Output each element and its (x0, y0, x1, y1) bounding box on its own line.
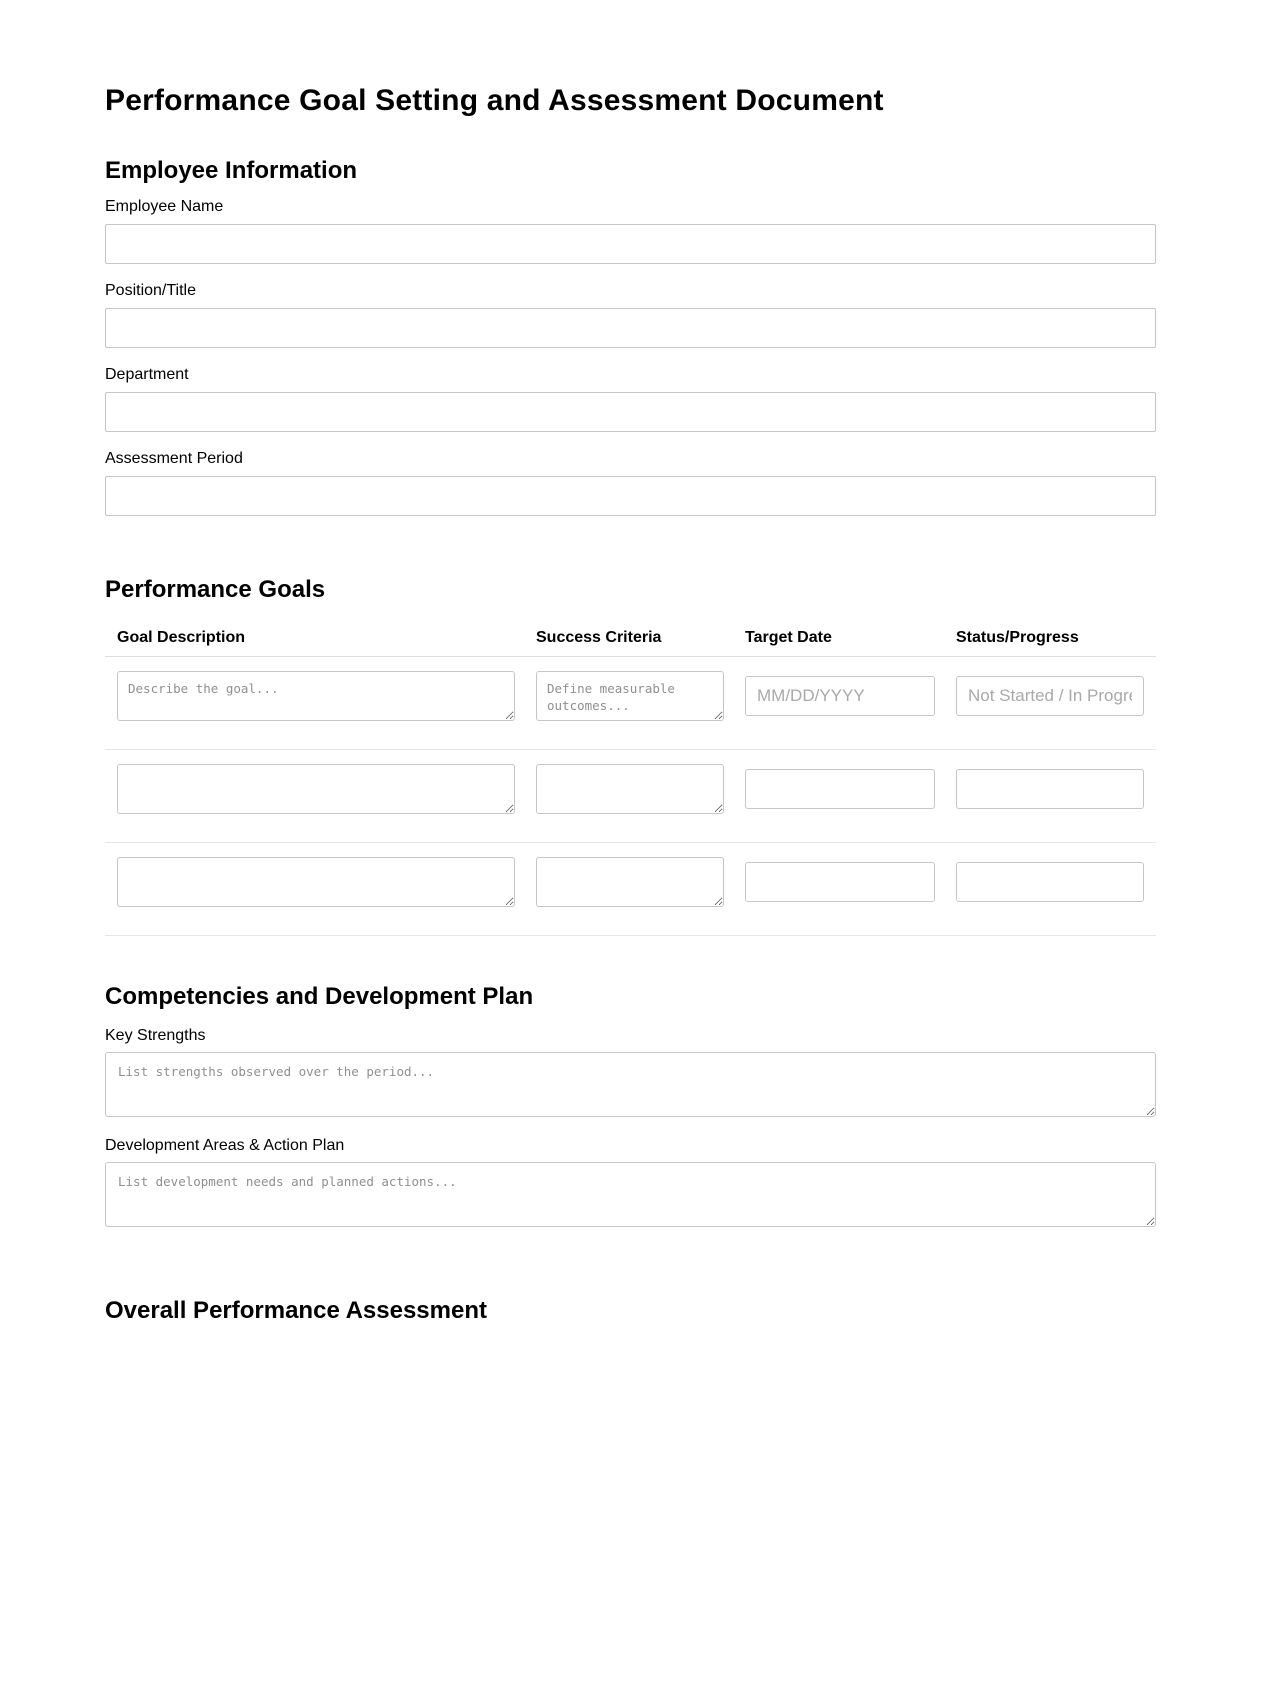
status-progress-input[interactable] (956, 862, 1144, 902)
field-assessment-period (105, 450, 1156, 516)
field-employee-name (105, 198, 1156, 264)
goal-row-1 (105, 657, 1156, 750)
development-areas-label: Development Areas & Action Plan (105, 1136, 345, 1154)
position-title-input[interactable] (105, 308, 1156, 348)
goals-table (105, 628, 1156, 936)
goal-description-column-header: Goal Description (117, 629, 246, 647)
success-criteria-input[interactable] (536, 857, 724, 907)
employee-fields (105, 198, 1156, 516)
section-employee-information (105, 157, 1156, 517)
key-strengths-input[interactable] (105, 1052, 1156, 1117)
position-title-label: Position/Title (105, 282, 196, 300)
assessment-period-label: Assessment Period (105, 450, 243, 468)
department-label: Department (105, 366, 189, 384)
employee-name-input[interactable] (105, 224, 1156, 264)
goal-description-input[interactable] (117, 764, 515, 814)
success-criteria-column-header: Success Criteria (536, 629, 662, 647)
target-date-input[interactable] (745, 769, 935, 809)
form-document (105, 0, 1156, 1318)
field-development-areas (105, 1137, 1156, 1232)
goal-row-3 (105, 843, 1156, 936)
status-progress-input[interactable] (956, 769, 1144, 809)
success-criteria-input[interactable] (536, 764, 724, 814)
target-date-input[interactable] (745, 862, 935, 902)
employee-information-heading: Employee Information (105, 156, 358, 184)
section-competencies (105, 983, 1156, 1232)
department-input[interactable] (105, 392, 1156, 432)
employee-name-label: Employee Name (105, 198, 224, 216)
development-areas-input[interactable] (105, 1162, 1156, 1227)
clipped-heading-container (105, 1297, 1156, 1318)
status-progress-input[interactable] (956, 676, 1144, 716)
target-date-input[interactable] (745, 676, 935, 716)
field-key-strengths (105, 1027, 1156, 1122)
goal-row-2 (105, 750, 1156, 843)
goal-description-input[interactable] (117, 671, 515, 721)
assessment-period-input[interactable] (105, 476, 1156, 516)
success-criteria-input[interactable] (536, 671, 724, 721)
overall-assessment-heading: Overall Performance Assessment (105, 1296, 487, 1318)
field-department (105, 366, 1156, 432)
goals-table-header (105, 628, 1156, 657)
goal-description-input[interactable] (117, 857, 515, 907)
competencies-heading: Competencies and Development Plan (105, 983, 534, 1011)
section-performance-goals (105, 576, 1156, 936)
status-progress-column-header: Status/Progress (956, 629, 1079, 647)
key-strengths-label: Key Strengths (105, 1026, 206, 1044)
page-title: Performance Goal Setting and Assessment Document (105, 84, 884, 117)
section-overall-assessment (105, 1297, 1156, 1318)
performance-goals-heading: Performance Goals (105, 576, 326, 604)
field-position-title (105, 282, 1156, 348)
target-date-column-header: Target Date (745, 629, 832, 647)
